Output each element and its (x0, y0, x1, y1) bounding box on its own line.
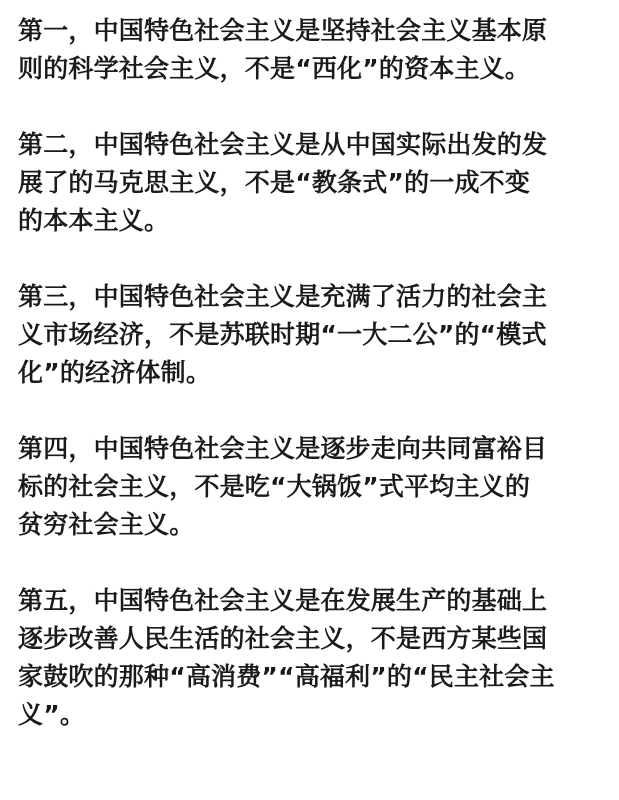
text-line: 标的社会主义，不是吃“大锅饭”式平均主义的 (18, 472, 531, 501)
text-line: 展了的马克思主义，不是“教条式”的一成不变 (18, 168, 531, 197)
text-line: 化”的经济体制。 (18, 358, 212, 387)
paragraph-2 (18, 126, 601, 240)
text-line: 的本本主义。 (18, 206, 170, 235)
text-line: 义”。 (18, 700, 86, 729)
text-line: 第四，中国特色社会主义是逐步走向共同富裕目 (18, 434, 548, 463)
paragraph-3 (18, 278, 601, 392)
text-line: 第五，中国特色社会主义是在发展生产的基础上 (18, 586, 548, 615)
text-line: 家鼓吹的那种“高消费”“高福利”的“民主社会主 (18, 662, 555, 691)
text-line: 逐步改善人民生活的社会主义，不是西方某些国 (18, 624, 548, 653)
paragraph-spacer (18, 544, 601, 582)
paragraph-5 (18, 582, 601, 734)
text-line: 第二，中国特色社会主义是从中国实际出发的发 (18, 130, 548, 159)
text-line: 第一，中国特色社会主义是坚持社会主义基本原 (18, 16, 548, 45)
paragraph-4 (18, 430, 601, 544)
paragraph-spacer (18, 240, 601, 278)
paragraph-spacer (18, 88, 601, 126)
paragraph-spacer (18, 392, 601, 430)
paragraph-1 (18, 12, 601, 88)
text-line: 贫穷社会主义。 (18, 510, 195, 539)
text-line: 义市场经济，不是苏联时期“一大二公”的“模式 (18, 320, 547, 349)
text-line: 则的科学社会主义，不是“西化”的资本主义。 (18, 54, 531, 83)
text-line: 第三，中国特色社会主义是充满了活力的社会主 (18, 282, 548, 311)
